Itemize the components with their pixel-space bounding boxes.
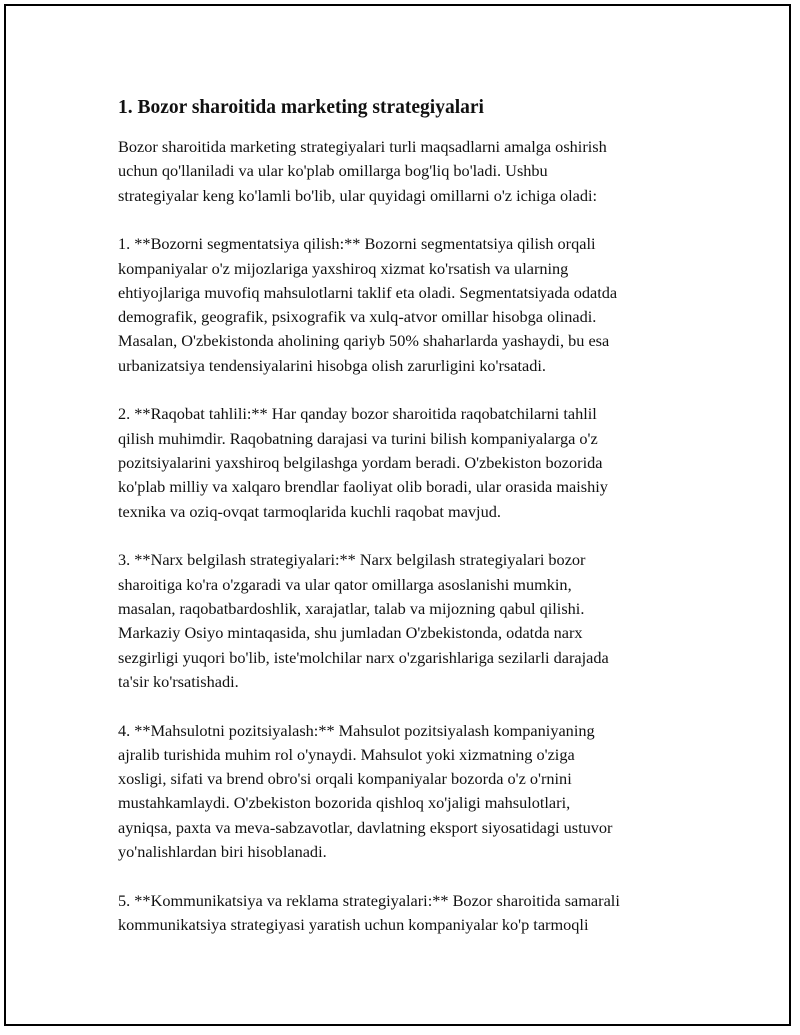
paragraph-competition: 2. **Raqobat tahlili:** Har qanday bozor sharoitida raqobatchilarni tahlil qilish muhimdir. Raqobatning darajasi va turini bilish kompaniyalarga o'z pozitsiyalarini yaxshiroq belgilashga yordam beradi. O'zbekiston bozorida ko'plab milliy va xalqaro brendlar faoliyat olib boradi, ular orasida maishiy texnika va oziq-ovqat tarmoqlarida kuchli raqobat mavjud. bbox=[118, 404, 608, 521]
paragraph-communication: 5. **Kommunikatsiya va reklama strategiyalari:** Bozor sharoitida samarali kommunikatsiya strategiyasi yaratish uchun kompaniyalar ko'p tarmoqli bbox=[118, 890, 620, 934]
paragraph-intro: Bozor sharoitida marketing strategiyalari turli maqsadlarni amalga oshirish uchun qo'llaniladi va ular ko'plab omillarga bog'liq bo'ladi. Ushbu strategiyalar keng ko'lamli bo'lib, ular quyidagi omillarni o'z ichiga oladi: bbox=[118, 137, 607, 205]
paragraph-segmentation: 1. **Bozorni segmentatsiya qilish:** Bozorni segmentatsiya qilish orqali kompaniyalar o'z mijozlariga yaxshiroq xizmat ko'rsatish va ularning ehtiyojlariga muvofiq mahsulotlarni taklif eta oladi. Segmentatsiyada odatda demografik, geografik, psixografik va xulq-atvor omillar hisobga olinadi. Masalan, O'zbekistonda aholining qariyb 50% shaharlarda yashaydi, bu esa urbanizatsiya tendensiyalarini hisobga olish zarurligini ko'rsatadi. bbox=[118, 234, 618, 375]
document-title: 1. Bozor sharoitida marketing strategiyalari bbox=[118, 97, 484, 118]
paragraph-pricing: 3. **Narx belgilash strategiyalari:** Narx belgilash strategiyalari bozor sharoitiga ko'ra o'zgaradi va ular qator omillarga asoslanishi mumkin, masalan, raqobatbardoshlik, xarajatlar, talab va mijozning qabul qilishi. Markaziy Osiyo mintaqasida, shu jumladan O'zbekistonda, odatda narx sezgirligi yuqori bo'lib, iste'molchilar narx o'zgarishlariga sezilarli darajada ta'sir ko'rsatishadi. bbox=[118, 550, 609, 691]
document-body bbox=[118, 96, 698, 962]
paragraph-positioning: 4. **Mahsulotni pozitsiyalash:** Mahsulot pozitsiyalash kompaniyaning ajralib turishida muhim rol o'ynaydi. Mahsulot yoki xizmatning o'ziga xosligi, sifati va brend obro'si orqali kompaniyalar bozorda o'z o'rnini mustahkamlaydi. O'zbekiston bozorida qishloq xo'jaligi mahsulotlari, ayniqsa, paxta va meva-sabzavotlar, davlatning eksport siyosatidagi ustuvor yo'nalishlardan biri hisoblanadi. bbox=[118, 720, 613, 861]
